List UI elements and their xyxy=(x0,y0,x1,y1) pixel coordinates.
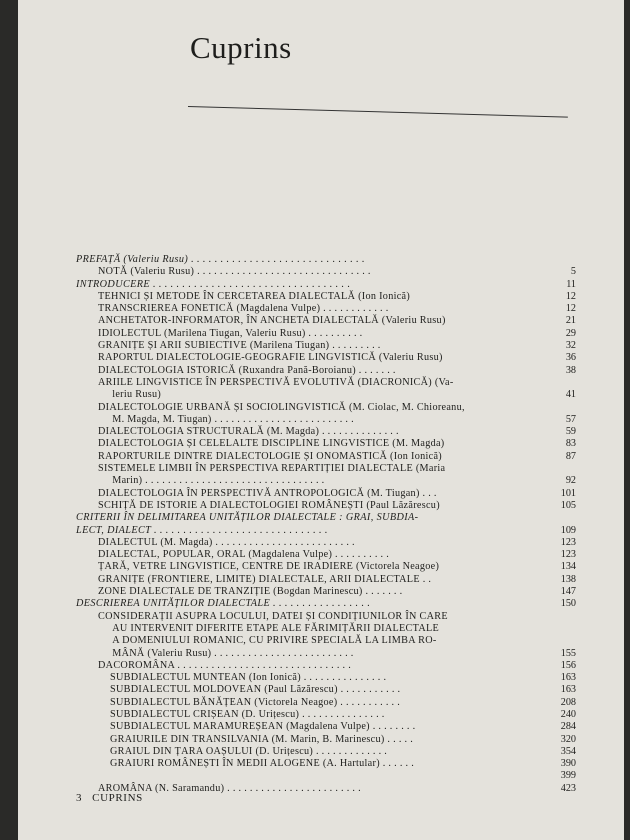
toc-entry-title: ANCHETATOR-INFORMATOR, ÎN ANCHETA DIALECTALĂ (Valeriu Rusu) xyxy=(98,315,446,327)
toc-entry-page: 208 xyxy=(560,696,576,708)
toc-entry-page: 11 xyxy=(566,278,576,290)
toc-entry-page: 156 xyxy=(560,659,576,671)
toc-entry xyxy=(76,709,576,721)
toc-entry-title: ȚARĂ, VETRE LINGVISTICE, CENTRE DE IRADIERE (Victorela Neagoe) xyxy=(98,561,440,573)
toc-entry xyxy=(76,328,576,340)
toc-entry xyxy=(76,254,576,266)
toc-entry xyxy=(76,512,576,537)
toc-entry-title: GRANIȚE ȘI ARII SUBIECTIVE (Marilena Tiugan) . . . . . . . . . xyxy=(98,340,381,352)
toc-entry-title: INTRODUCERE . . . . . . . . . . . . . . . . . . . . . . . . . . . . . . . . . . xyxy=(76,278,351,290)
toc-entry-title: DACOROMÂNA . . . . . . . . . . . . . . . . . . . . . . . . . . . . . . . xyxy=(98,659,352,671)
toc-entry xyxy=(76,574,576,586)
toc-entry xyxy=(76,451,576,463)
toc-entry xyxy=(76,463,576,488)
toc-entry xyxy=(76,672,576,684)
toc-entry-page: 105 xyxy=(560,499,576,511)
toc-entry-title: GRAIUL DIN ȚARA OAȘULUI (D. Urițescu) . . . . . . . . . . . . . xyxy=(110,745,388,757)
toc-entry-page: 38 xyxy=(565,364,576,376)
toc-entry-page: 399 xyxy=(560,770,576,782)
toc-entry-page: 87 xyxy=(565,450,576,462)
toc-entry xyxy=(76,586,576,598)
toc-entry-page: 138 xyxy=(560,573,576,585)
toc-entry-page: 123 xyxy=(560,549,576,561)
toc-entry-page: 109 xyxy=(560,524,576,536)
toc-entry-title: NOTĂ (Valeriu Rusu) . . . . . . . . . . . . . . . . . . . . . . . . . . . . . . . xyxy=(98,266,371,278)
toc-entry-title: DIALECTAL, POPULAR, ORAL (Magdalena Vulpe) . . . . . . . . . . xyxy=(98,549,390,561)
toc-entry-title: PREFAȚĂ (Valeriu Rusu) . . . . . . . . . . . . . . . . . . . . . . . . . . . . . . xyxy=(76,254,365,265)
toc-entry xyxy=(76,426,576,438)
toc-entry-page: 163 xyxy=(560,684,576,696)
page-footer xyxy=(76,792,143,804)
toc-entry xyxy=(76,266,576,278)
toc-entry xyxy=(76,746,576,758)
footer-label: CUPRINS xyxy=(92,792,143,804)
toc-entry-title: RAPORTURILE DINTRE DIALECTOLOGIE ȘI ONOMASTICĂ (Ion Ionică) xyxy=(98,450,442,462)
page-title: Cuprins xyxy=(190,30,292,65)
toc-entry-title: IDIOLECTUL (Marilena Tiugan, Valeriu Rusu) . . . . . . . . . . xyxy=(98,327,363,339)
toc-entry-page: 12 xyxy=(565,290,576,302)
toc-entry-page: 150 xyxy=(560,598,576,610)
toc-entry xyxy=(76,697,576,709)
toc-entry xyxy=(76,340,576,352)
toc-entry-page: 32 xyxy=(565,340,576,352)
toc-entry xyxy=(76,291,576,303)
toc-entry xyxy=(76,660,576,672)
toc-entry-page: 83 xyxy=(565,438,576,450)
toc-entry xyxy=(76,500,576,512)
toc-entry-page: 123 xyxy=(560,536,576,548)
toc-entry-title: GRAIURI ROMÂNEȘTI ÎN MEDII ALOGENE (A. Hartular) . . . . . . xyxy=(110,758,415,770)
toc-entry-title: DIALECTOLOGIA ÎN PERSPECTIVĂ ANTROPOLOGICĂ (M. Tiugan) . . . xyxy=(98,487,437,499)
toc-entry-title: DIALECTUL (M. Magda) . . . . . . . . . . . . . . . . . . . . . . . . . xyxy=(98,536,355,548)
toc-entry xyxy=(76,684,576,696)
toc-entry-page: 101 xyxy=(560,487,576,499)
toc-entry-title: ZONE DIALECTALE DE TRANZIȚIE (Bogdan Marinescu) . . . . . . . xyxy=(98,586,403,598)
toc-entry-title: SUBDIALECTUL MUNTEAN (Ion Ionică) . . . . . . . . . . . . . . . xyxy=(110,672,387,684)
toc-entry-page: 240 xyxy=(560,708,576,720)
toc-entry xyxy=(76,734,576,746)
toc-entry xyxy=(76,549,576,561)
toc-entry-title: TRANSCRIEREA FONETICĂ (Magdalena Vulpe) . . . . . . . . . . . . xyxy=(98,303,389,315)
toc-entry-title: GRANIȚE (FRONTIERE, LIMITE) DIALECTALE, ARII DIALECTALE . . xyxy=(98,573,432,585)
toc-entry-page: 92 xyxy=(565,475,576,487)
toc-entry-title: RAPORTUL DIALECTOLOGIE-GEOGRAFIE LINGVISTICĂ (Valeriu Rusu) xyxy=(98,352,443,364)
toc-entry-title: ARIILE LINGVISTICE ÎN PERSPECTIVĂ EVOLUTIVĂ (DIACRONICĂ) (Va- leriu Rusu) xyxy=(98,376,454,401)
toc-entry-page: 284 xyxy=(560,721,576,733)
toc-entry-title: DIALECTOLOGIA STRUCTURALĂ (M. Magda) . . . . . . . . . . . . . . xyxy=(98,426,399,438)
toc-entry-title: SUBDIALECTUL BĂNĂȚEAN (Victorela Neagoe) . . . . . . . . . . . xyxy=(110,696,401,708)
toc-entry-page: 354 xyxy=(560,745,576,757)
toc-entry-page: 36 xyxy=(565,352,576,364)
toc-entry-page: 423 xyxy=(560,782,576,794)
toc-entry-page: 59 xyxy=(565,426,576,438)
toc-entry-title: SUBDIALECTUL MOLDOVEAN (Paul Lăzărescu) . . . . . . . . . . . xyxy=(110,684,401,696)
toc-entry-page: 21 xyxy=(565,315,576,327)
toc-entry-title: SCHIȚĂ DE ISTORIE A DIALECTOLOGIEI ROMÂNEȘTI (Paul Lăzărescu) xyxy=(98,499,440,511)
toc-entry xyxy=(76,721,576,733)
toc-entry xyxy=(76,377,576,402)
toc-entry xyxy=(76,402,576,427)
toc-entry xyxy=(76,488,576,500)
toc-entry-title: GRAIURILE DIN TRANSILVANIA (M. Marin, B. Marinescu) . . . . . xyxy=(110,733,414,745)
toc-entry-page: 57 xyxy=(565,413,576,425)
toc-entry xyxy=(76,783,576,795)
toc-entry-page: 12 xyxy=(565,303,576,315)
toc-entry-title: CONSIDERAȚII ASUPRA LOCULUI, DATEI ȘI CONDIȚIUNILOR ÎN CARE AU INTERVENIT DIFERITE ETAPE ALE FĂRIMIȚĂRII DIALECTALE A DOMENIULUI ROMANIC, CU PRIVIRE SPECIALĂ LA LIMBA RO- MÂNĂ (Valeriu Rusu) . . . . . . . . . . . . . . . . . . . . . . . . . xyxy=(98,610,448,659)
toc-entry xyxy=(76,438,576,450)
toc-entry-title: SUBDIALECTUL MARAMUREȘEAN (Magdalena Vulpe) . . . . . . . . xyxy=(110,721,416,733)
toc-entry xyxy=(76,537,576,549)
toc-entry-title: DIALECTOLOGIE URBANĂ ȘI SOCIOLINGVISTICĂ (M. Ciolac, M. Chioreanu, M. Magda, M. Tiugan) . . . . . . . . . . . . . . . . . . . . . . . . . xyxy=(98,401,465,425)
toc-entry xyxy=(76,758,576,770)
toc-entry xyxy=(76,770,576,782)
toc-entry-page: 29 xyxy=(565,327,576,339)
toc-entry xyxy=(76,365,576,377)
toc-entry-page: 390 xyxy=(560,758,576,770)
toc-entry xyxy=(76,315,576,327)
toc-entry-title: DIALECTOLOGIA ISTORICĂ (Ruxandra Pană-Boroianu) . . . . . . . xyxy=(98,364,396,376)
toc-entry-title: SISTEMELE LIMBII ÎN PERSPECTIVA REPARTIȚIEI DIALECTALE (Maria Marin) . . . . . . . . . . . . . . . . . . . . . . . . . . . . . . . . xyxy=(98,463,446,487)
toc-entry-page: 41 xyxy=(565,389,576,401)
toc-entry-page: 134 xyxy=(560,561,576,573)
toc-entry xyxy=(76,352,576,364)
toc-entry-title: SUBDIALECTUL CRIȘEAN (D. Urițescu) . . . . . . . . . . . . . . . xyxy=(110,708,385,720)
toc-entry-title: TEHNICI ȘI METODE ÎN CERCETAREA DIALECTALĂ (Ion Ionică) xyxy=(98,290,411,302)
toc-entry-title: AROMÂNA (N. Saramandu) . . . . . . . . . . . . . . . . . . . . . . . . xyxy=(98,782,361,794)
toc-entry xyxy=(76,611,576,660)
book-page xyxy=(18,0,624,840)
toc-entry xyxy=(76,303,576,315)
toc-entry xyxy=(76,598,576,610)
toc-entry xyxy=(76,561,576,573)
toc-entry-title: CRITERII ÎN DELIMITAREA UNITĂȚILOR DIALECTALE : GRAI, SUBDIA- LECT, DIALECT . . . . . . . . . . . . . . . . . . . . . . . . . . . . . . xyxy=(76,512,419,536)
toc-entry-page: 5 xyxy=(570,266,576,278)
toc-entry-page: 147 xyxy=(560,586,576,598)
toc-entry-title: DIALECTOLOGIA ȘI CELELALTE DISCIPLINE LINGVISTICE (M. Magda) xyxy=(98,438,445,450)
toc-entry xyxy=(76,279,576,291)
toc-entry-title: DESCRIEREA UNITĂȚILOR DIALECTALE . . . . . . . . . . . . . . . . . xyxy=(76,598,371,610)
toc-entry-page: 163 xyxy=(560,672,576,684)
title-rule xyxy=(188,106,568,118)
toc-entry-page: 320 xyxy=(560,733,576,745)
footer-page-number: 3 xyxy=(76,792,83,804)
toc-entry-page: 155 xyxy=(560,647,576,659)
table-of-contents xyxy=(76,254,576,795)
